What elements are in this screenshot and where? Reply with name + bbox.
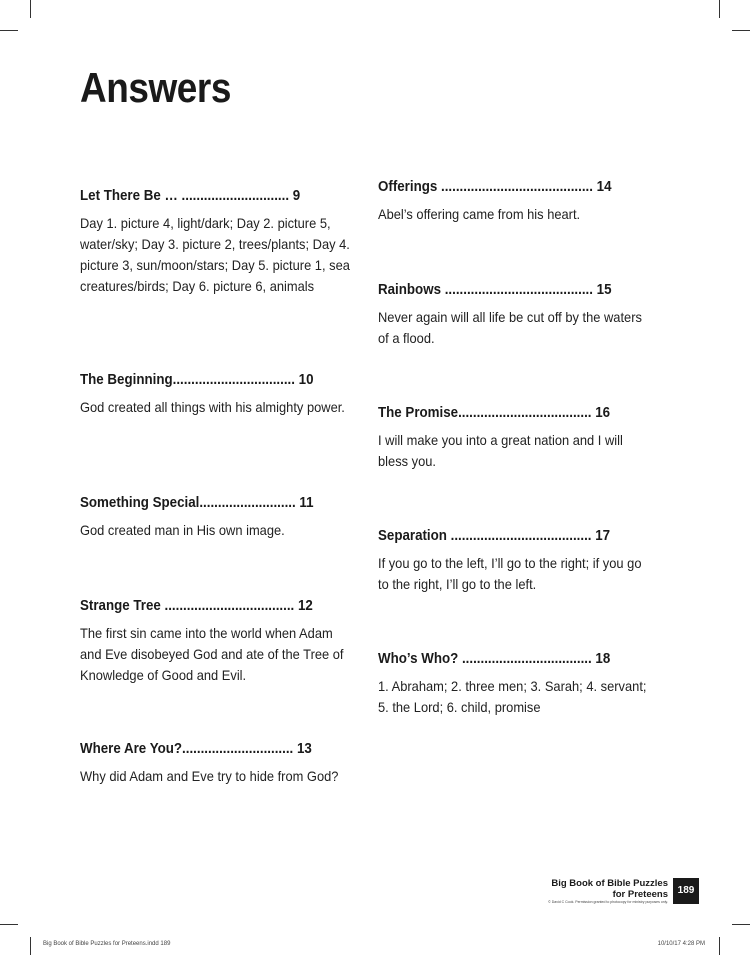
answer-heading: Offerings ......................................... 14 xyxy=(378,179,612,195)
answer-heading: Who’s Who? ................................... 18 xyxy=(378,651,611,667)
book-title: Big Book of Bible Puzzles xyxy=(551,878,668,889)
answer-heading: Something Special.......................... 11 xyxy=(80,495,314,511)
answer-text: Abel’s offering came from his heart. xyxy=(378,206,581,222)
answer-strange-tree xyxy=(80,597,360,686)
crop-mark-bottom-right xyxy=(719,937,720,955)
answer-let-there-be xyxy=(80,187,360,297)
answer-rainbows xyxy=(378,281,658,349)
answer-heading: The Promise.................................... 16 xyxy=(378,405,611,421)
page-title: Answers xyxy=(80,64,231,111)
crop-mark-top-right-h xyxy=(732,30,750,31)
answer-the-beginning xyxy=(80,371,360,418)
answer-text: Why did Adam and Eve try to hide from God? xyxy=(80,768,339,784)
answer-where-are-you xyxy=(80,740,360,787)
answer-something-special xyxy=(80,494,360,541)
answer-text: I will make you into a great nation and I will bless you. xyxy=(378,432,623,469)
footer-brand xyxy=(468,878,668,905)
answer-the-promise xyxy=(378,404,658,472)
crop-mark-top-right xyxy=(719,0,720,18)
crop-mark-top-left xyxy=(30,0,31,18)
answer-heading: Rainbows ........................................ 15 xyxy=(378,282,612,298)
answer-offerings xyxy=(378,178,658,225)
book-subtitle: for Preteens xyxy=(612,889,668,900)
answer-heading: Separation ...................................... 17 xyxy=(378,528,611,544)
page-number: 189 xyxy=(673,878,699,904)
print-slug-file: Big Book of Bible Puzzles for Preteens.indd 189 xyxy=(43,941,171,947)
crop-mark-bottom-left xyxy=(30,937,31,955)
answer-heading: Where Are You?.............................. 13 xyxy=(80,741,312,757)
answer-heading: Strange Tree ................................... 12 xyxy=(80,598,313,614)
answer-separation xyxy=(378,527,658,595)
answer-text: If you go to the left, I’ll go to the right; if you go to the right, I’ll go to the left. xyxy=(378,555,642,592)
answer-text: The first sin came into the world when Adam and Eve disobeyed God and ate of the Tree of Knowledge of Good and Evil. xyxy=(80,625,344,683)
answer-whos-who xyxy=(378,650,658,718)
crop-mark-bottom-left-h xyxy=(0,924,18,925)
answer-text: God created all things with his almighty power. xyxy=(80,399,345,415)
answer-text: God created man in His own image. xyxy=(80,522,285,538)
copyright-notice: © David C Cook. Permission granted to photocopy for ministry purposes only. xyxy=(548,900,668,904)
answer-text: 1. Abraham; 2. three men; 3. Sarah; 4. servant; 5. the Lord; 6. child, promise xyxy=(378,678,647,715)
crop-mark-top-left-h xyxy=(0,30,18,31)
answer-heading: Let There Be … ............................. 9 xyxy=(80,188,301,204)
answer-text: Never again will all life be cut off by the waters of a flood. xyxy=(378,309,642,346)
answer-heading: The Beginning................................. 10 xyxy=(80,372,314,388)
print-slug-date: 10/10/17 4:28 PM xyxy=(657,941,705,947)
crop-mark-bottom-right-h xyxy=(732,924,750,925)
answer-text: Day 1. picture 4, light/dark; Day 2. picture 5, water/sky; Day 3. picture 2, trees/plants; Day 4. picture 3, sun/moon/stars; Day 5. picture 1, sea creatures/birds; Day 6. picture 6, animals xyxy=(80,215,350,294)
